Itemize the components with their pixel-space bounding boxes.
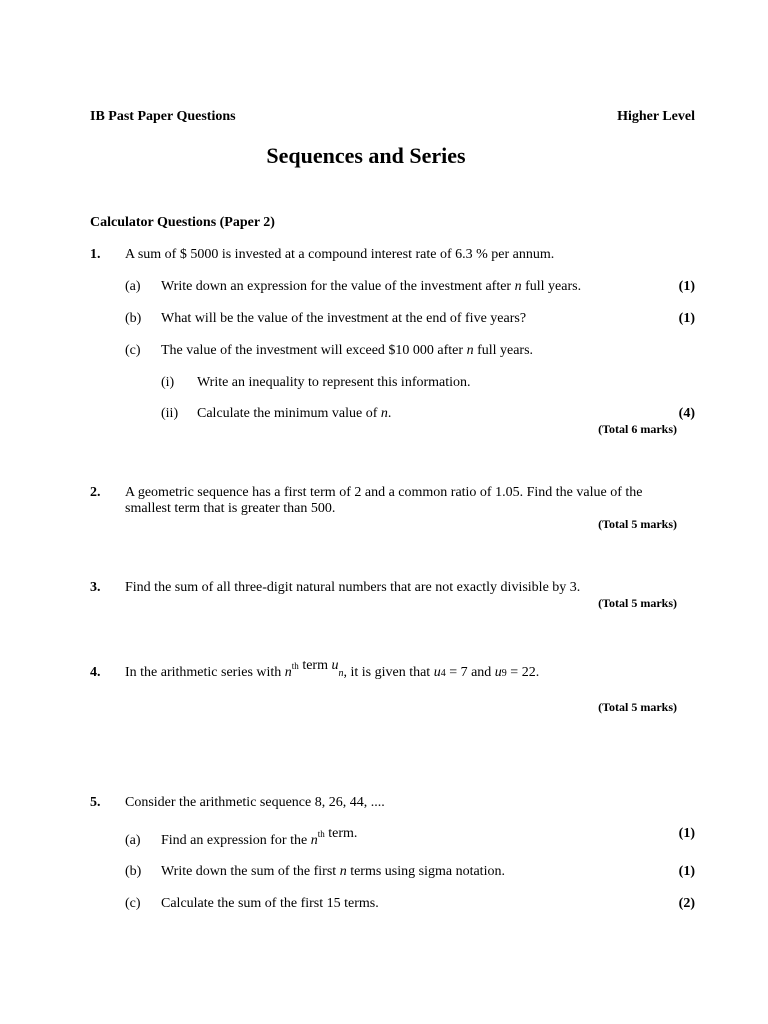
header-right: Higher Level — [617, 109, 695, 124]
q5c-text: Calculate the sum of the first 15 terms. — [161, 896, 379, 911]
q4-number: 4. — [90, 665, 101, 680]
q5-stem: Consider the arithmetic sequence 8, 26, 44, .... — [125, 795, 385, 810]
header-left: IB Past Paper Questions — [90, 109, 236, 124]
q4-total: (Total 5 marks) — [598, 700, 677, 714]
q5b-text: Write down the sum of the first n terms using sigma notation. — [161, 864, 505, 879]
q5b-label: (b) — [125, 864, 142, 879]
q1-number: 1. — [90, 247, 101, 262]
page-title: Sequences and Series — [266, 143, 466, 168]
q1ci-text: Write an inequality to represent this information. — [197, 375, 471, 390]
q5a-label: (a) — [125, 833, 141, 848]
q5-number: 5. — [90, 795, 101, 810]
q1ci-label: (i) — [161, 375, 175, 390]
q3-total: (Total 5 marks) — [598, 596, 677, 610]
q1c-label: (c) — [125, 343, 141, 358]
q3-text: Find the sum of all three-digit natural numbers that are not exactly divisible by 3. — [125, 580, 581, 595]
q5b-marks: (1) — [678, 864, 695, 879]
q3-number: 3. — [90, 580, 101, 595]
q1-stem: A sum of $ 5000 is invested at a compound interest rate of 6.3 % per annum. — [125, 247, 555, 262]
q1b-label: (b) — [125, 311, 142, 326]
q1a-marks: (1) — [678, 279, 695, 294]
q1b-text: What will be the value of the investment at the end of five years? — [161, 311, 527, 326]
q2-total: (Total 5 marks) — [598, 517, 677, 531]
q1a-text: Write down an expression for the value of the investment after n full years. — [161, 279, 582, 294]
q5c-label: (c) — [125, 896, 141, 911]
q1b-marks: (1) — [678, 311, 695, 326]
q1cii-marks: (4) — [678, 406, 695, 421]
q5a-marks: (1) — [678, 826, 695, 841]
q2-number: 2. — [90, 485, 101, 500]
section-heading: Calculator Questions (Paper 2) — [90, 215, 275, 230]
q1-total: (Total 6 marks) — [598, 422, 677, 436]
q1cii-label: (ii) — [161, 406, 179, 421]
q1a-label: (a) — [125, 279, 141, 294]
q2-line2: smallest term that is greater than 500. — [125, 501, 336, 516]
q1c-text: The value of the investment will exceed $10 000 after n full years. — [161, 343, 534, 358]
q5c-marks: (2) — [678, 896, 695, 911]
q4-text: In the arithmetic series with $n^{th}$ term un, it is given that u4 = 7 and u9 = 22. — [125, 658, 540, 680]
q5a-text: Find an expression for the $n^{th}$ term. — [161, 826, 358, 848]
q2-line1: A geometric sequence has a first term of 2 and a common ratio of 1.05. Find the value of the — [125, 485, 643, 500]
q1cii-text: Calculate the minimum value of n. — [197, 406, 392, 421]
